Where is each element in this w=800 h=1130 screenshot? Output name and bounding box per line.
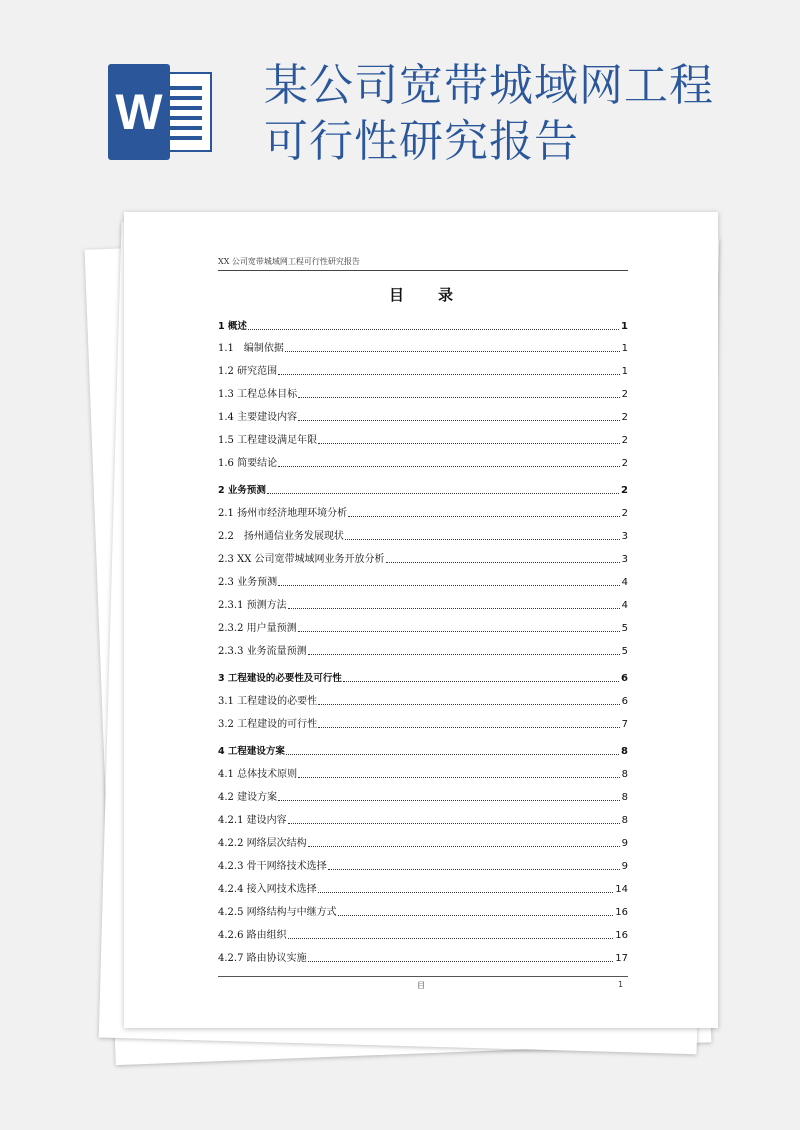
toc-entry[interactable] xyxy=(218,430,628,446)
toc-leader-dots xyxy=(298,619,620,632)
footer-rule xyxy=(218,976,628,977)
running-header: XX 公司宽带城域网工程可行性研究报告 xyxy=(218,256,628,271)
toc-entry[interactable] xyxy=(218,503,628,519)
toc-entry[interactable] xyxy=(218,641,628,657)
toc-entry[interactable] xyxy=(218,595,628,611)
toc-entry[interactable] xyxy=(218,526,628,542)
toc-entry-label: 2.3.3 业务流量预测 xyxy=(218,646,307,657)
title-line-2: 可行性研究报告 xyxy=(264,116,579,167)
toc-entry[interactable] xyxy=(218,764,628,780)
toc-entry-page: 1 xyxy=(621,366,628,377)
toc-entry-page: 16 xyxy=(615,907,628,918)
toc-entry[interactable] xyxy=(218,714,628,730)
toc-leader-dots xyxy=(278,362,620,375)
page-number: 1 xyxy=(618,980,624,989)
toc-entry-page: 6 xyxy=(621,696,628,707)
toc-entry-label: 4.2.7 路由协议实施 xyxy=(218,953,307,964)
toc-leader-dots xyxy=(318,715,620,728)
toc-entry-page: 9 xyxy=(621,861,628,872)
toc-entry-page: 4 xyxy=(621,577,628,588)
toc-entry-label: 1 概述 xyxy=(218,321,247,332)
toc-entry[interactable] xyxy=(218,572,628,588)
toc-entry-label: 1.5 工程建设满足年限 xyxy=(218,435,318,446)
toc-entry-page: 5 xyxy=(621,623,628,634)
toc-leader-dots xyxy=(308,642,620,655)
toc-leader-dots xyxy=(288,926,614,939)
toc-entry-label: 4.2.5 网络结构与中继方式 xyxy=(218,907,337,918)
toc-entry-page: 5 xyxy=(621,646,628,657)
toc-entry-label: 4.1 总体技术原则 xyxy=(218,769,298,780)
toc-entry-page: 1 xyxy=(621,343,628,354)
toc-entry[interactable] xyxy=(218,316,628,332)
toc-entry[interactable] xyxy=(218,902,628,918)
toc-entry-page: 17 xyxy=(615,953,628,964)
toc-entry[interactable] xyxy=(218,833,628,849)
toc-leader-dots xyxy=(386,550,620,563)
toc-entry-page: 8 xyxy=(621,746,628,757)
toc-leader-dots xyxy=(278,454,620,467)
toc-entry[interactable] xyxy=(218,361,628,377)
toc-leader-dots xyxy=(286,742,619,755)
toc-entry-page: 8 xyxy=(621,815,628,826)
toc-entry-label: 4.2.3 骨干网络技术选择 xyxy=(218,861,327,872)
toc-entry-page: 2 xyxy=(621,485,628,496)
toc-entry[interactable] xyxy=(218,741,628,757)
toc-entry[interactable] xyxy=(218,407,628,423)
toc-entry[interactable] xyxy=(218,879,628,895)
title-line-1: 某公司宽带城域网工程 xyxy=(264,60,714,111)
toc-entry[interactable] xyxy=(218,948,628,964)
toc-title: 目录 xyxy=(388,286,487,304)
toc-leader-dots xyxy=(343,669,619,682)
toc-leader-dots xyxy=(318,692,620,705)
toc-entry-page: 4 xyxy=(621,600,628,611)
toc-leader-dots xyxy=(298,408,620,421)
toc-entry[interactable] xyxy=(218,618,628,634)
toc-leader-dots xyxy=(348,504,620,517)
toc-entry-label: 4.2.1 建设内容 xyxy=(218,815,287,826)
toc-entry-page: 16 xyxy=(615,930,628,941)
toc-entry-label: 3 工程建设的必要性及可行性 xyxy=(218,673,342,684)
toc-entry-label: 1.2 研究范围 xyxy=(218,366,278,377)
toc-entry-page: 8 xyxy=(621,769,628,780)
toc-entry-page: 8 xyxy=(621,792,628,803)
toc-leader-dots xyxy=(345,527,620,540)
toc-leader-dots xyxy=(308,949,614,962)
word-letter: W xyxy=(108,64,170,160)
toc-entry-label: 2.3.1 预测方法 xyxy=(218,600,287,611)
toc-leader-dots xyxy=(288,811,620,824)
toc-entry-label: 4.2.2 网络层次结构 xyxy=(218,838,307,849)
toc-entry-label: 3.1 工程建设的必要性 xyxy=(218,696,318,707)
toc-leader-dots xyxy=(298,765,620,778)
toc-entry-label: 2.3.2 用户量预测 xyxy=(218,623,297,634)
toc-entry-label: 2 业务预测 xyxy=(218,485,266,496)
toc-leader-dots xyxy=(298,385,620,398)
toc-entry-page: 7 xyxy=(621,719,628,730)
toc-entry-page: 1 xyxy=(621,321,628,332)
document-title xyxy=(264,58,784,170)
toc-entry-label: 4 工程建设方案 xyxy=(218,746,285,757)
toc-entry-label: 1.4 主要建设内容 xyxy=(218,412,298,423)
toc-entry[interactable] xyxy=(218,787,628,803)
toc-entry[interactable] xyxy=(218,691,628,707)
toc-entry[interactable] xyxy=(218,856,628,872)
toc-entry-label: 1.6 简要结论 xyxy=(218,458,278,469)
toc-entry-label: 2.3 XX 公司宽带城域网业务开放分析 xyxy=(218,554,385,565)
toc-entry[interactable] xyxy=(218,453,628,469)
toc-entry[interactable] xyxy=(218,480,628,496)
toc-entry[interactable] xyxy=(218,384,628,400)
toc-entry-page: 3 xyxy=(621,554,628,565)
toc-entry-label: 2.3 业务预测 xyxy=(218,577,278,588)
toc-leader-dots xyxy=(267,481,619,494)
toc-leader-dots xyxy=(318,431,620,444)
toc-leader-dots xyxy=(328,857,620,870)
toc-entry[interactable] xyxy=(218,668,628,684)
toc-leader-dots xyxy=(338,903,614,916)
footer-label: 目 xyxy=(417,981,425,990)
toc-leader-dots xyxy=(285,339,620,352)
toc-entry[interactable] xyxy=(218,810,628,826)
toc-leader-dots xyxy=(278,788,620,801)
toc-entry-label: 3.2 工程建设的可行性 xyxy=(218,719,318,730)
toc-entry-label: 2.1 扬州市经济地理环境分析 xyxy=(218,508,348,519)
toc-entry-page: 14 xyxy=(615,884,628,895)
toc-entry-page: 2 xyxy=(621,389,628,400)
toc-entry-label: 2.2 扬州通信业务发展现状 xyxy=(218,531,344,542)
word-icon xyxy=(108,64,216,160)
toc-entry[interactable] xyxy=(218,338,628,354)
toc-entry-label: 4.2.4 接入网技术选择 xyxy=(218,884,317,895)
toc-entry-label: 4.2.6 路由组织 xyxy=(218,930,287,941)
toc-leader-dots xyxy=(278,573,620,586)
toc-leader-dots xyxy=(308,834,620,847)
toc-entry-label: 4.2 建设方案 xyxy=(218,792,278,803)
toc-entry[interactable] xyxy=(218,549,628,565)
toc-entry-page: 9 xyxy=(621,838,628,849)
toc-leader-dots xyxy=(318,880,614,893)
toc-entry-page: 2 xyxy=(621,458,628,469)
toc-entry-page: 3 xyxy=(621,531,628,542)
toc-entry-page: 2 xyxy=(621,508,628,519)
toc-entry-label: 1.1 编制依据 xyxy=(218,343,284,354)
toc-entry[interactable] xyxy=(218,925,628,941)
toc-entry-page: 2 xyxy=(621,412,628,423)
document-page xyxy=(124,212,718,1028)
toc-entry-label: 1.3 工程总体目标 xyxy=(218,389,298,400)
toc-entry-page: 6 xyxy=(621,673,628,684)
toc-entry-page: 2 xyxy=(621,435,628,446)
toc-leader-dots xyxy=(288,596,620,609)
toc-leader-dots xyxy=(248,317,619,330)
